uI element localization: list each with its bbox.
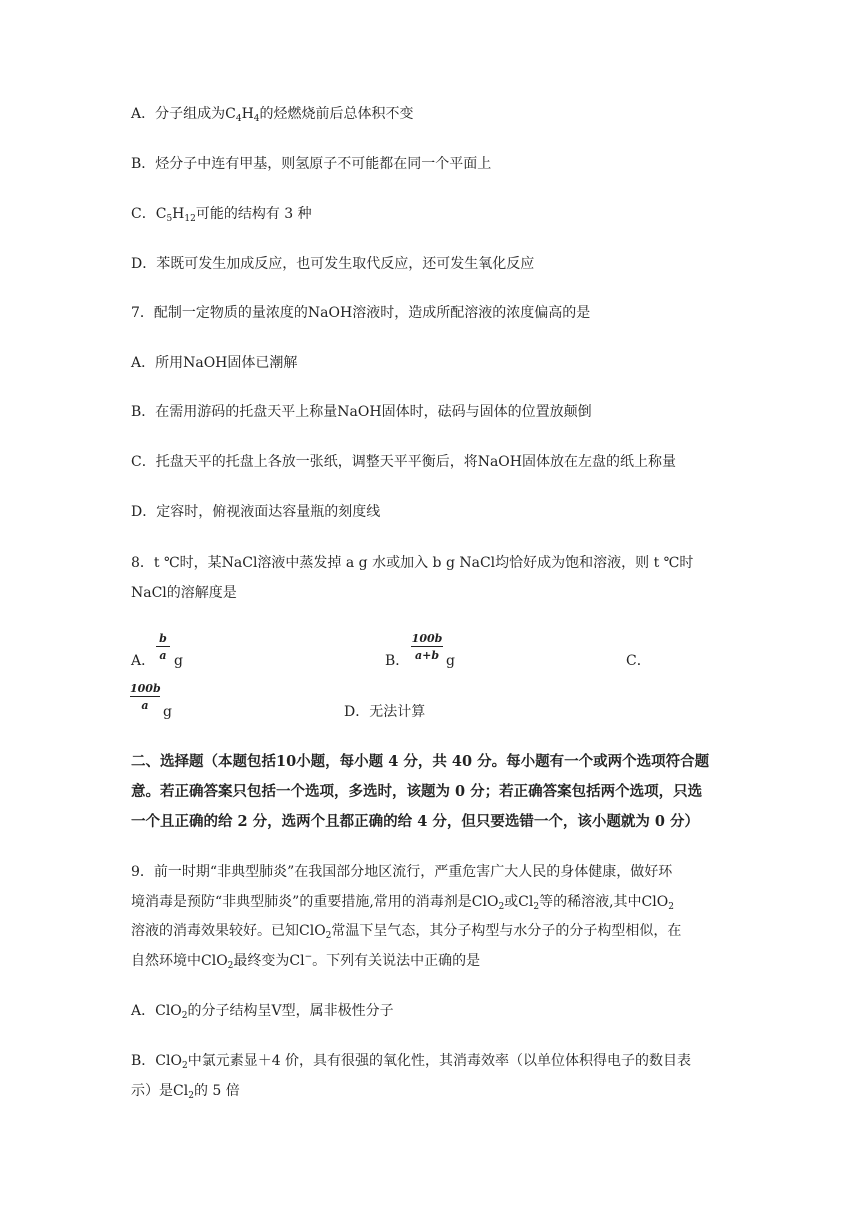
q6-option-d: D．苯既可发生加成反应，也可发生取代反应，还可发生氧化反应 xyxy=(131,256,535,272)
q9-option-a xyxy=(131,1002,394,1020)
text: 的 5 倍 xyxy=(193,1083,240,1099)
q7-option-d: D．定容时，俯视液面达容量瓶的刻度线 xyxy=(131,504,381,520)
subscript: 4 xyxy=(253,114,260,124)
subscript: 2 xyxy=(498,902,505,912)
text: 境消毒是预防“非典型肺炎”的重要措施,常用的消毒剂是ClO xyxy=(131,894,499,910)
subscript: 2 xyxy=(181,1011,188,1021)
fraction-bar xyxy=(156,646,170,647)
fraction-denominator: a xyxy=(141,699,149,712)
subscript: 2 xyxy=(188,1091,194,1101)
q6-option-b: B．烃分子中连有甲基，则氢原子不可能都在同一个平面上 xyxy=(131,156,492,172)
q8-option-b-fraction xyxy=(411,632,443,662)
superscript: − xyxy=(304,952,313,962)
fraction-numerator: b xyxy=(159,632,167,645)
text: 。下列有关说法中正确的是 xyxy=(312,953,481,969)
text: 溶液的消毒效果较好。已知ClO xyxy=(131,923,326,939)
subscript: 2 xyxy=(227,961,234,971)
q8-option-a-unit: g xyxy=(174,653,183,669)
subscript: 2 xyxy=(668,902,674,912)
q8-option-b-label: B． xyxy=(385,653,410,669)
text: C．C xyxy=(131,206,167,222)
text: 示）是Cl xyxy=(131,1083,189,1099)
q8-option-c-label: C． xyxy=(626,653,651,669)
text: 或Cl xyxy=(504,894,534,910)
q9-stem-line1: 9．前一时期“非典型肺炎”在我国部分地区流行，严重危害广大人民的身体健康，做好环 xyxy=(131,864,673,880)
section2-line1: 二、选择题（本题包括10小题，每小题 4 分，共 40 分。每小题有一个或两个选项符合题 xyxy=(131,753,710,770)
text: A．ClO xyxy=(131,1003,182,1019)
text: 最终变为Cl xyxy=(233,953,305,969)
subscript: 2 xyxy=(181,1061,188,1071)
q9-stem-line4 xyxy=(131,952,480,970)
fraction-numerator: 100b xyxy=(130,682,161,695)
q7-option-a: A．所用NaOH固体已潮解 xyxy=(131,355,298,371)
text: 的烃燃烧前后总体积不变 xyxy=(259,106,414,122)
text: 中氯元素显＋4 价，具有很强的氧化性，其消毒效率（以单位体积得电子的数目表 xyxy=(187,1053,692,1069)
text: 自然环境中ClO xyxy=(131,953,228,969)
subscript: 5 xyxy=(166,214,173,224)
subscript: 12 xyxy=(184,214,196,224)
text: 常温下呈气态，其分子构型与水分子的分子构型相似，在 xyxy=(331,923,682,939)
subscript: 2 xyxy=(325,931,332,941)
fraction-numerator: 100b xyxy=(411,632,443,645)
text: 等的稀溶液,其中ClO xyxy=(539,894,669,910)
q8-option-a-label: A． xyxy=(131,653,156,669)
q6-option-c xyxy=(131,205,312,223)
q8-option-a-fraction xyxy=(156,632,170,662)
q7-option-b: B．在需用游码的托盘天平上称量NaOH固体时，砝码与固体的位置放颠倒 xyxy=(131,404,592,420)
subscript: 2 xyxy=(533,902,540,912)
q9-option-b-line2 xyxy=(131,1082,240,1100)
q8-option-d: D．无法计算 xyxy=(344,704,426,720)
text: H xyxy=(241,106,254,122)
fraction-bar xyxy=(411,646,443,647)
q7-stem: 7．配制一定物质的量浓度的NaOH溶液时，造成所配溶液的浓度偏高的是 xyxy=(131,305,591,321)
q8-option-c-unit: g xyxy=(163,704,172,720)
text: 的分子结构呈V型，属非极性分子 xyxy=(187,1003,394,1019)
fraction-bar xyxy=(130,696,160,697)
q7-option-c: C．托盘天平的托盘上各放一张纸，调整天平平衡后，将NaOH固体放在左盘的纸上称量 xyxy=(131,454,676,470)
q8-option-b-unit: g xyxy=(446,653,455,669)
fraction-denominator: a+b xyxy=(414,649,440,662)
text: H xyxy=(172,206,185,222)
q8-stem-line2: NaCl的溶解度是 xyxy=(131,585,237,601)
subscript: 4 xyxy=(235,114,242,124)
section2-line3: 一个且正确的给 2 分，选两个且都正确的给 4 分，但只要选错一个，该小题就为 0 分） xyxy=(131,813,700,830)
q8-stem-line1: 8．t ℃时，某NaCl溶液中蒸发掉 a g 水或加入 b g NaCl均恰好成为饱和溶液，则 t ℃时 xyxy=(131,555,694,571)
text: 可能的结构有 3 种 xyxy=(195,206,312,222)
text: B．ClO xyxy=(131,1053,182,1069)
q8-option-c-fraction xyxy=(130,682,160,712)
q9-stem-line3 xyxy=(131,922,681,940)
fraction-denominator: a xyxy=(159,649,167,662)
section2-line2: 意。若正确答案只包括一个选项，多选时，该题为 0 分；若正确答案包括两个选项，只选 xyxy=(131,783,703,800)
q9-stem-line2 xyxy=(131,893,674,911)
q6-option-a xyxy=(131,105,414,123)
text: A．分子组成为C xyxy=(131,106,236,122)
q9-option-b-line1 xyxy=(131,1052,691,1070)
